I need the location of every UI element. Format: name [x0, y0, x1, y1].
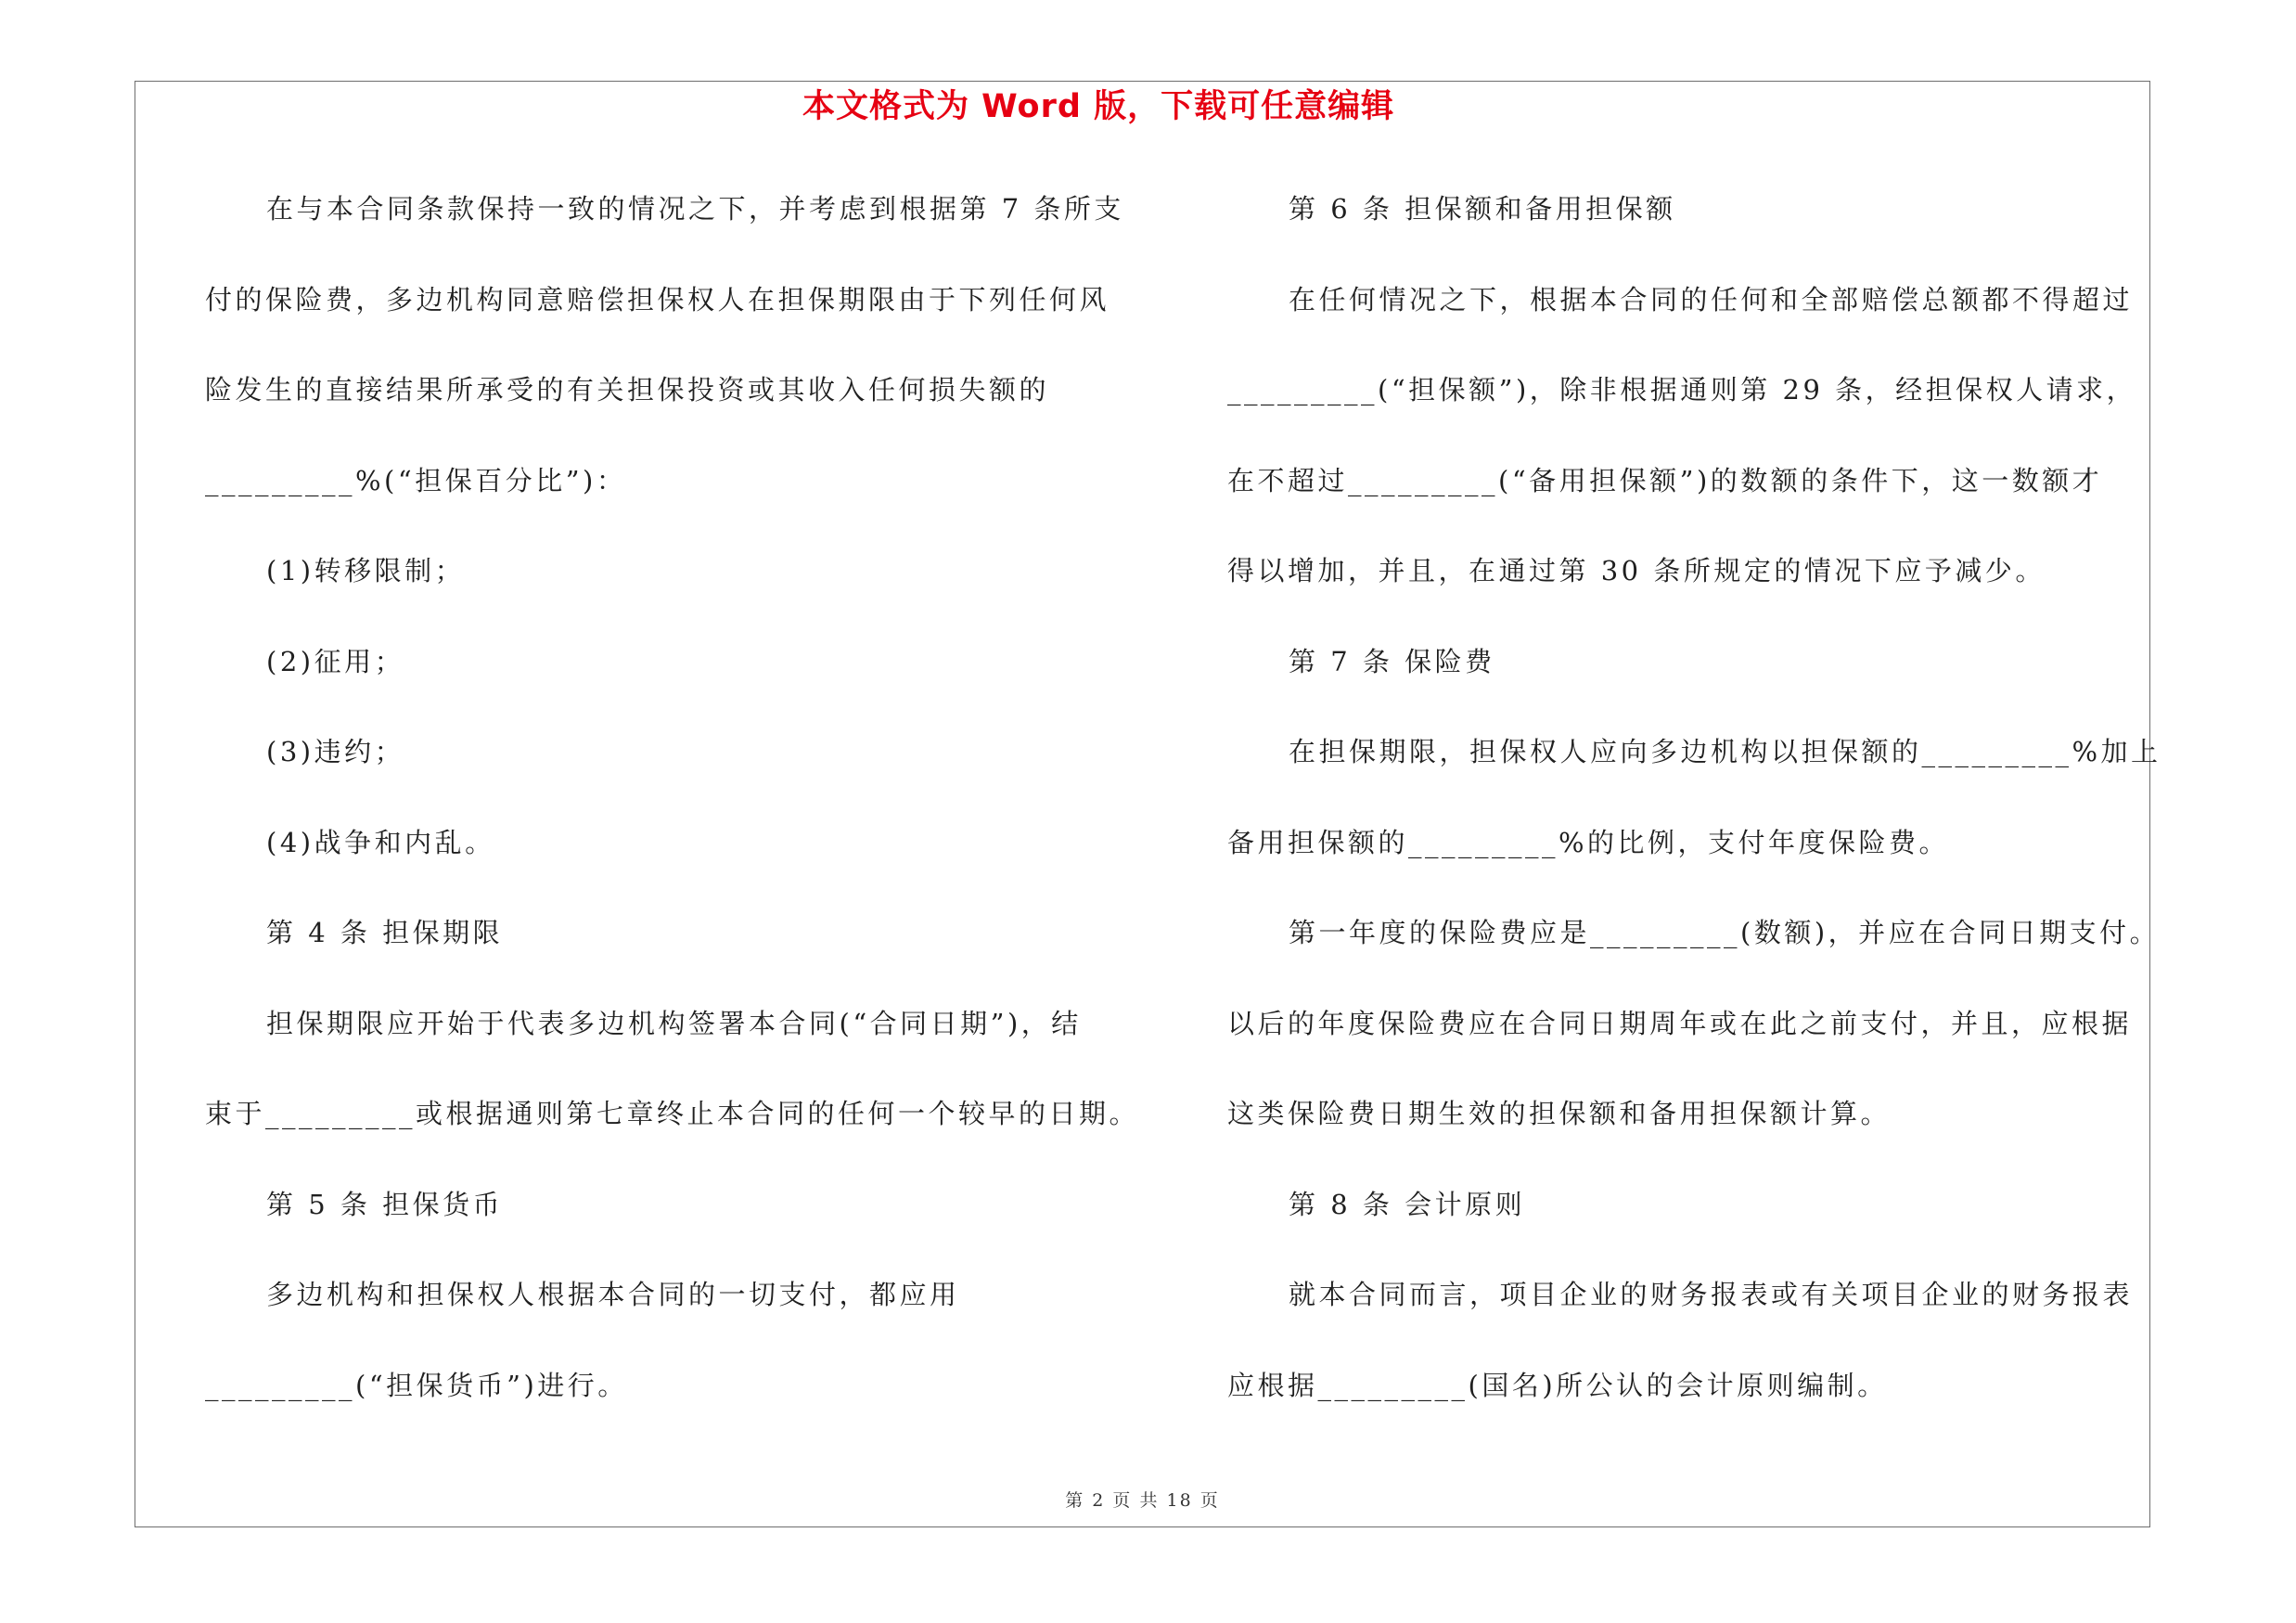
paragraph [205, 526, 1133, 617]
paragraph [1227, 1160, 2155, 1251]
text-line: 在不超过_________(“备用担保额”)的数额的条件下，这一数额才 [1227, 464, 2103, 496]
text-line: (3)违约； [266, 736, 405, 767]
text-line: (4)战争和内乱。 [266, 826, 495, 858]
text-line: _________(“担保货币”)进行。 [205, 1369, 628, 1401]
paragraph [205, 617, 1133, 708]
text-line: _________(“担保额”)，除非根据通则第 29 条，经担保权人请求， [1227, 374, 2137, 406]
text-line: 付的保险费，多边机构同意赔偿担保权人在担保期限由于下列任何风 [205, 283, 1110, 316]
left-column [205, 164, 1140, 1431]
paragraph [1227, 617, 2155, 708]
text-line: 以后的年度保险费应在合同日期周年或在此之前支付，并且，应根据 [1227, 1007, 2133, 1039]
text-line: 得以增加，并且，在通过第 30 条所规定的情况下应予减少。 [1227, 555, 2046, 586]
text-line: 多边机构和担保权人根据本合同的一切支付，都应用 [266, 1279, 960, 1310]
page-number: 第 2 页 共 18 页 [1065, 1490, 1220, 1511]
text-line: 第 5 条 担保货币 [266, 1188, 504, 1220]
text-line: 束于_________或根据通则第七章终止本合同的任何一个较早的日期。 [205, 1098, 1140, 1129]
paragraph [1227, 255, 2155, 617]
paragraph [205, 798, 1133, 889]
paragraph [1227, 164, 2155, 255]
text-line: 第 7 条 保险费 [1289, 645, 1495, 677]
text-line: 这类保险费日期生效的担保额和备用担保额计算。 [1227, 1098, 1892, 1129]
text-line: 备用担保额的_________%的比例，支付年度保险费。 [1227, 826, 1950, 858]
text-line: _________%(“担保百分比”)： [205, 464, 627, 496]
text-line: 第一年度的保险费应是_________(数额)，并应在合同日期支付。 [1289, 917, 2161, 948]
paragraph [1227, 707, 2161, 888]
text-line: 第 8 条 会计原则 [1289, 1188, 1526, 1220]
text-line: 第 6 条 担保额和备用担保额 [1289, 193, 1676, 225]
text-line: 就本合同而言，项目企业的财务报表或有关项目企业的财务报表 [1289, 1279, 2134, 1310]
paragraph [205, 164, 1133, 526]
text-line: 在担保期限，担保权人应向多边机构以担保额的_________%加上 [1289, 736, 2161, 767]
paragraph [205, 979, 1140, 1160]
paragraph [205, 707, 1133, 798]
text-line: 在与本合同条款保持一致的情况之下，并考虑到根据第 7 条所支 [266, 193, 1124, 225]
text-line: 第 4 条 担保期限 [266, 917, 504, 948]
text-line: 险发生的直接结果所承受的有关担保投资或其收入任何损失额的 [205, 374, 1050, 406]
paragraph [1227, 1250, 2155, 1431]
right-column [1227, 164, 2161, 1431]
format-banner: 本文格式为 Word 版，下载可任意编辑 [802, 88, 1395, 125]
paragraph [205, 1250, 1133, 1431]
text-line: (2)征用； [266, 645, 405, 677]
text-line: 担保期限应开始于代表多边机构签署本合同(“合同日期”)，结 [266, 1007, 1082, 1039]
text-line: 应根据_________(国名)所公认的会计原则编制。 [1227, 1369, 1888, 1401]
text-line: 在任何情况之下，根据本合同的任何和全部赔偿总额都不得超过 [1289, 283, 2134, 316]
paragraph [1227, 888, 2161, 1160]
paragraph [205, 888, 1133, 979]
text-line: (1)转移限制； [266, 555, 466, 586]
paragraph [205, 1160, 1133, 1251]
